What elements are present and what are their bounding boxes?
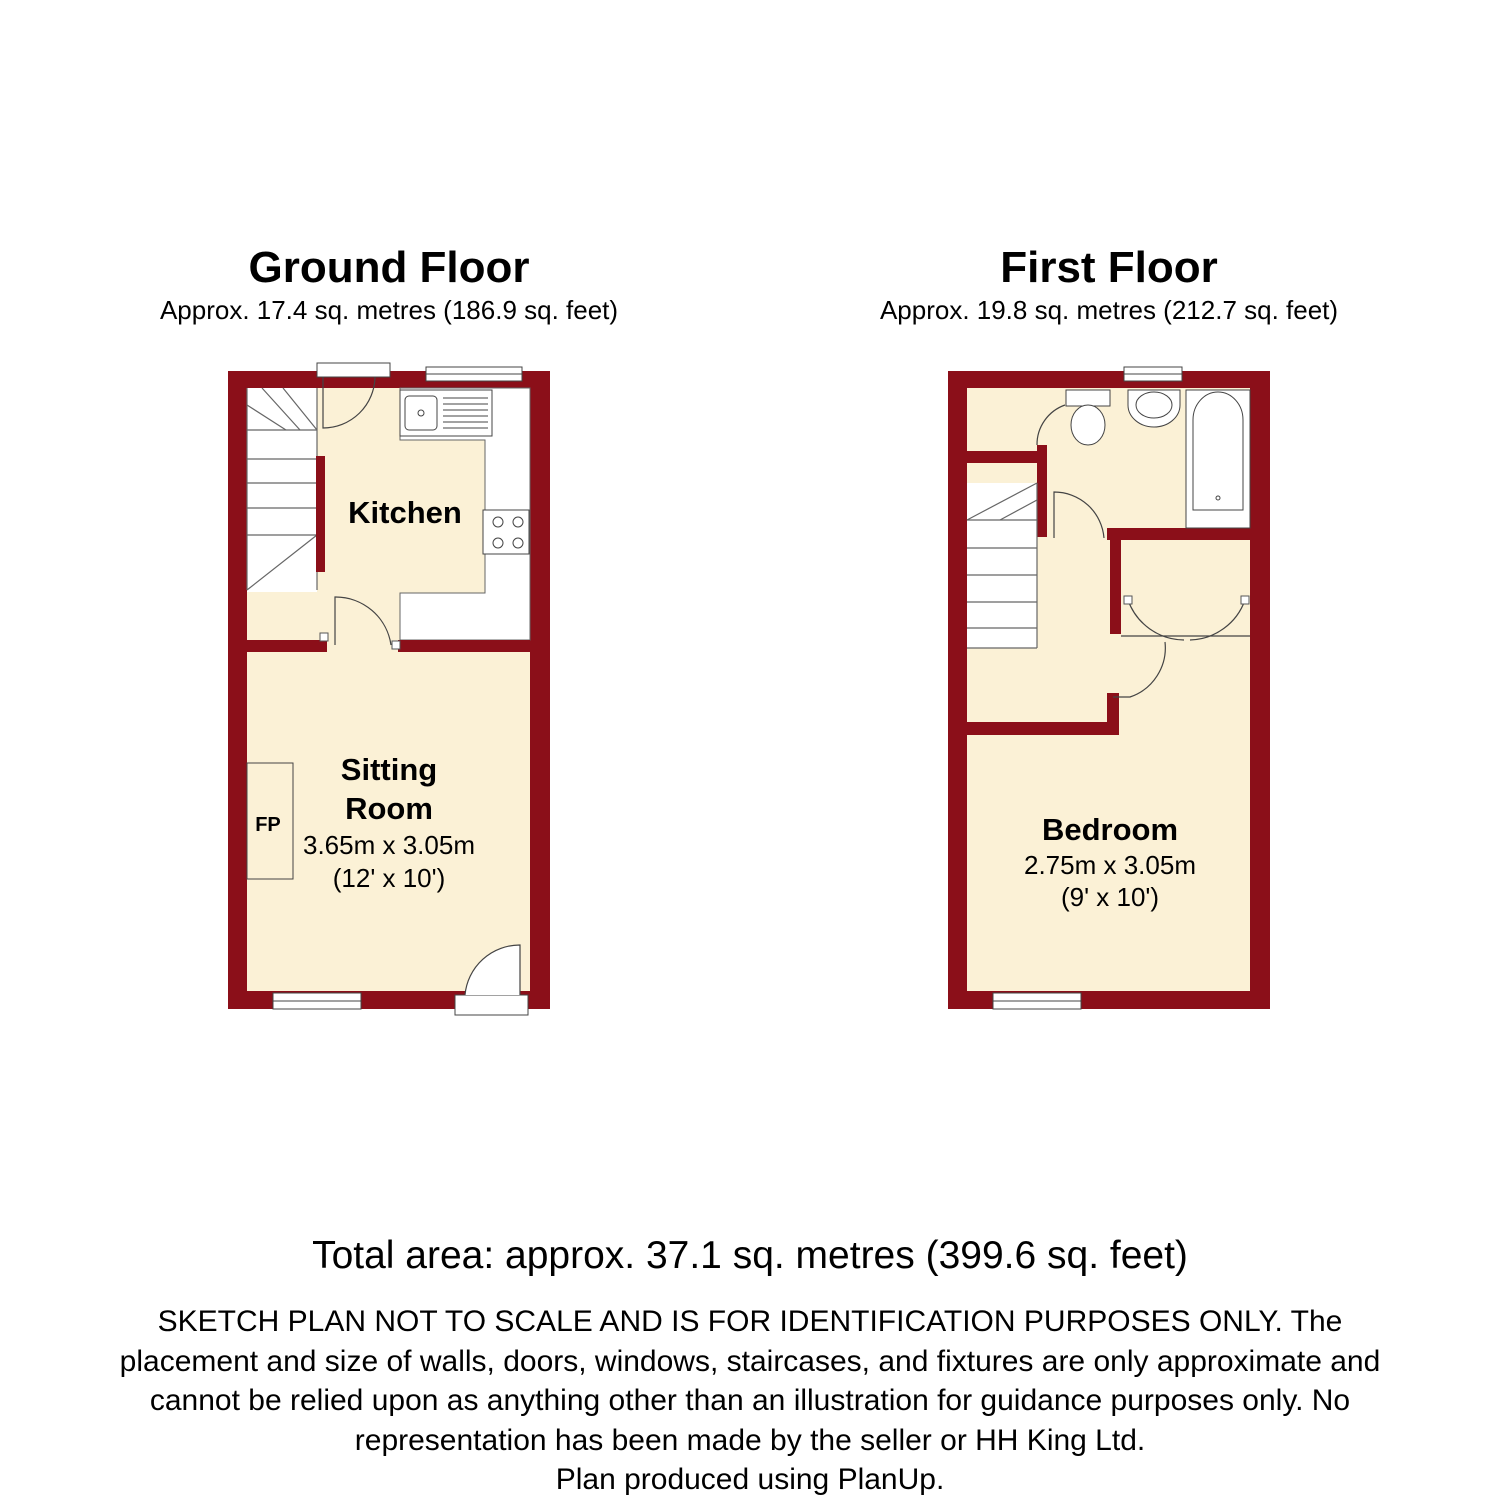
fireplace-label: FP [255,814,281,836]
first-floor-plan [948,367,1270,1009]
ground-stairs-bg [247,388,317,592]
first-stairs-bg [967,483,1037,648]
disclaimer-line: placement and size of walls, doors, windows, staircases, and fixtures are only approximate and [119,1344,1381,1378]
ground-floor-plan [228,363,550,1015]
ground-internal-wall-left [247,640,327,652]
bathtub [1186,390,1250,528]
disclaimer-line: representation has been made by the seller or HH King Ltd. [354,1423,1146,1457]
back-door-frame [317,363,390,377]
kitchen-label: Kitchen [348,495,462,530]
front-door-frame [455,995,528,1015]
disclaimer-line: Plan produced using PlanUp. [555,1463,945,1496]
disclaimer-line: SKETCH PLAN NOT TO SCALE AND IS FOR IDENTIFICATION PURPOSES ONLY. The [157,1305,1343,1338]
wardrobe-wall [1110,538,1121,634]
sitting-room-dimensions: 3.65m x 3.05m [303,830,475,860]
kitchen-hob [483,510,529,554]
kitchen-sink [400,390,492,436]
bedroom-imperial: (9' x 10') [1060,882,1160,912]
sitting-room-label-line1: Sitting [340,752,438,787]
stairs-partition-wall [316,456,325,572]
sitting-room-imperial: (12' x 10') [332,863,446,893]
sitting-room-label-line2: Room [345,791,433,826]
ground-internal-wall-right [398,640,530,652]
bedroom-dimensions: 2.75m x 3.05m [1024,850,1196,880]
first-floor-area: Approx. 19.8 sq. metres (212.7 sq. feet) [879,295,1339,325]
ground-floor-title: Ground Floor [248,243,530,292]
ground-floor-area: Approx. 17.4 sq. metres (186.9 sq. feet) [159,295,619,325]
disclaimer [20,1302,1480,1500]
total-area: Total area: approx. 37.1 sq. metres (399.6 sq. feet) [312,1234,1188,1277]
bathroom-lower-wall [1107,528,1250,540]
first-floor-title: First Floor [1000,243,1218,292]
bathroom-partition [1037,445,1047,537]
disclaimer-line: cannot be relied upon as anything other than an illustration for guidance purposes only. No [149,1384,1351,1417]
bedroom-label: Bedroom [1041,812,1179,847]
bedroom-upper-wall [967,722,1119,735]
first-landing-wall [967,451,1047,463]
